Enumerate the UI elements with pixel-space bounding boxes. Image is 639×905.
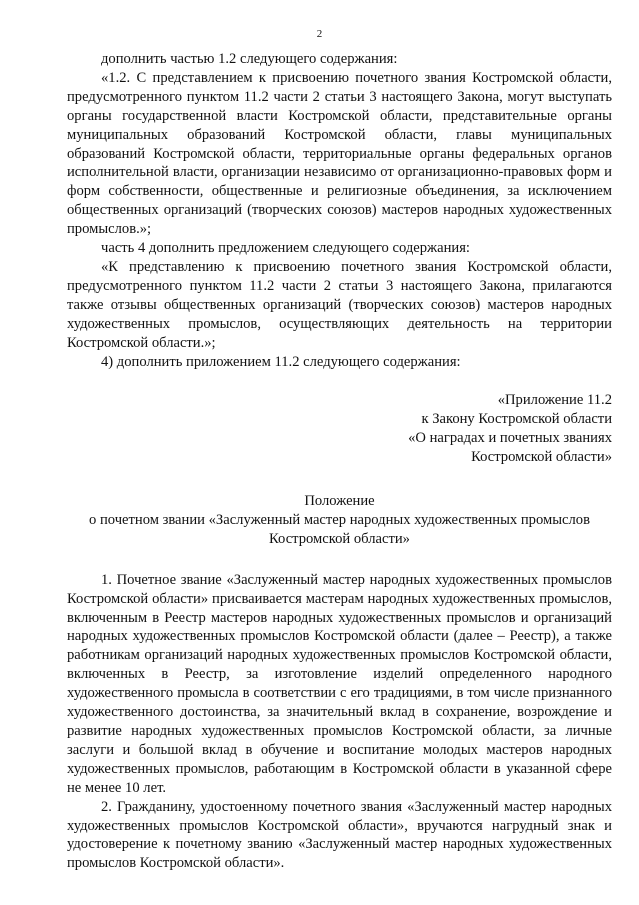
appendix-line: Костромской области» — [471, 449, 612, 466]
paragraph-add-appendix: 4) дополнить приложением 11.2 следующего содержания: — [101, 353, 461, 370]
regulation-heading — [67, 492, 612, 549]
regulation-item-1: 1. Почетное звание «Заслуженный мастер народных художественных промыслов Костромской области» присваивается мастерам народных художественных промыслов, включенным в Реестр мастеров народных художественных промыслов и организаций народных художественных промыслов Костромской области (далее – Реестр), а также работникам организаций народных художественных промыслов Костромской области, включенных в Реестр, за изготовление изделий определенного народного художественного промысла в соответствии с его традициями, в том числе признанного художественного достоинства, за значительный вклад в сохранение, возрождение и развитие народных художественных промыслов Костромской области, за личные заслуги и большой вклад в обучение и воспитание молодых мастеров народных художественных промыслов, работающим в Костромской области в указанной сфере не менее 10 лет. — [67, 571, 612, 796]
appendix-reference — [67, 391, 612, 467]
paragraph-amend-part-1-2: дополнить частью 1.2 следующего содержания: — [101, 51, 398, 67]
heading-subtitle: о почетном звании «Заслуженный мастер народных художественных промыслов — [89, 511, 590, 528]
regulation-item-2: 2. Гражданину, удостоенному почетного звания «Заслуженный мастер народных художественных промыслов Костромской области», вручаются нагрудный знак и удостоверение к почетному званию «Заслуженный мастер народных художественных промыслов Костромской области». — [67, 798, 612, 872]
heading-title: Положение — [304, 493, 375, 510]
page-number: 2 — [316, 28, 323, 40]
regulation-items — [67, 571, 612, 874]
appendix-line: к Закону Костромской области — [421, 411, 612, 428]
paragraph-part-1-2-text: «1.2. С представлением к присвоению почетного звания Костромской области, предусмотренного пунктом 11.2 части 2 статьи 3 настоящего Закона, могут выступать органы государственной власти Костромской области, представительные органы муниципальных образований Костромской области, главы муниципальных образований Костромской области, территориальные органы федеральных органов исполнительной власти, организации независимо от организационно-правовых форм и форм собственности, общественные и религиозные объединения, за исключением общественных организаций (творческих союзов) мастеров народных художественных промыслов.»; — [67, 69, 612, 238]
heading-subtitle: Костромской области» — [269, 530, 410, 547]
document-body — [67, 50, 612, 873]
paragraph-amend-part-4: часть 4 дополнить предложением следующего содержания: — [101, 240, 470, 257]
appendix-line: «Приложение 11.2 — [497, 392, 612, 409]
paragraph-part-4-text: «К представлению к присвоению почетного звания Костромской области, предусмотренного пунктом 11.2 части 2 статьи 3 настоящего Закона, прилагаются также отзывы общественных организаций (творческих союзов) мастеров народных художественных промыслов, осуществляющих деятельность на территории Костромской области.»; — [67, 258, 612, 351]
appendix-line: «О наградах и почетных званиях — [408, 430, 612, 447]
